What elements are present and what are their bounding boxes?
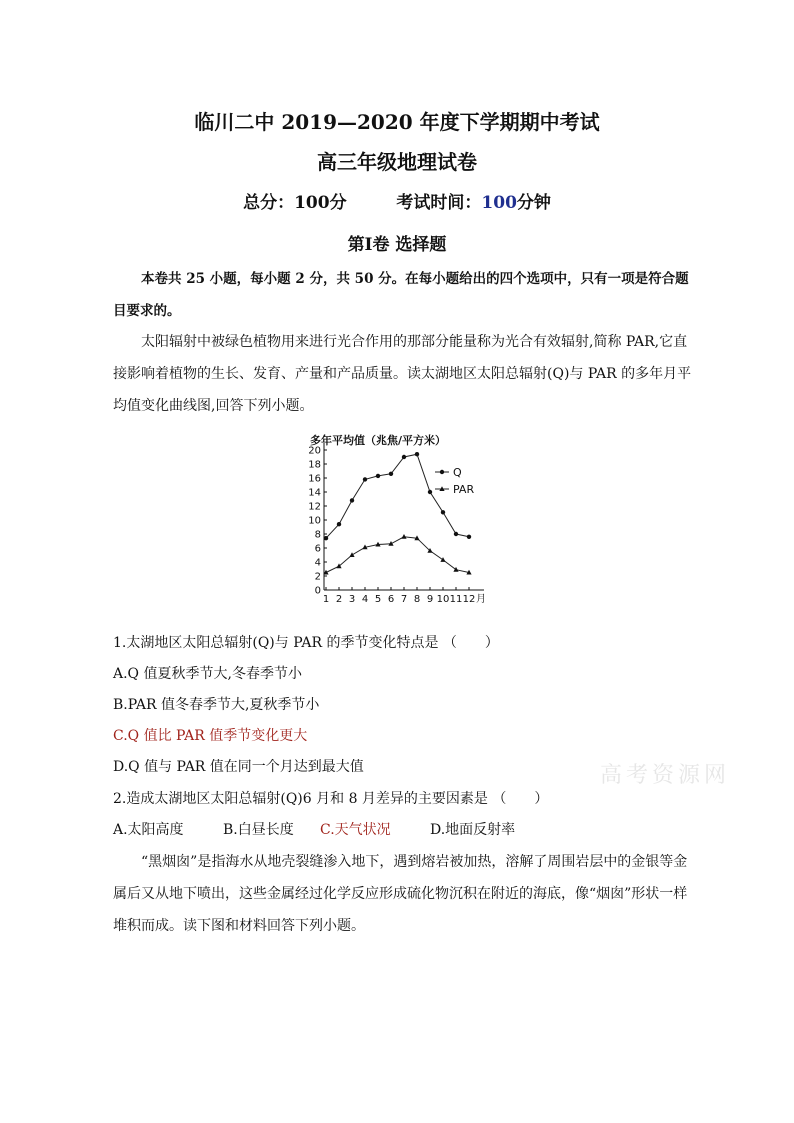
point-par bbox=[401, 534, 406, 539]
point-q bbox=[350, 498, 354, 502]
question-2-stem: 2.造成太湖地区太阳总辐射(Q)6 月和 8 月差异的主要因素是 （ ） bbox=[113, 791, 549, 807]
y-tick-label: 16 bbox=[308, 473, 321, 485]
y-tick-label: 8 bbox=[314, 529, 321, 541]
question-2-options bbox=[113, 817, 515, 843]
point-q bbox=[389, 472, 393, 476]
score-unit: 分 bbox=[329, 193, 347, 213]
section-instructions: 本卷共 25 小题，每小题 2 分，共 50 分。在每小题给出的四个选项中，只有一项是符合题目要求的。 bbox=[113, 271, 689, 319]
legend-label-par: PAR bbox=[453, 483, 475, 496]
series-line-q bbox=[326, 454, 469, 538]
question-1-option-b: B.PAR 值冬春季节大,夏秋季节小 bbox=[113, 697, 320, 713]
x-tick-label: 4 bbox=[361, 594, 369, 605]
x-tick-label: 6 bbox=[387, 594, 395, 605]
legend-label-q: Q bbox=[453, 466, 462, 479]
x-tick-label: 10 bbox=[436, 594, 450, 605]
point-q bbox=[402, 455, 406, 459]
series-line-par bbox=[326, 537, 469, 573]
x-tick-label: 3 bbox=[348, 594, 356, 605]
point-q bbox=[415, 452, 419, 456]
point-q bbox=[324, 536, 328, 540]
point-par bbox=[349, 552, 354, 557]
question-2-option-c: C.天气状况 bbox=[320, 822, 391, 838]
x-tick-label: 7 bbox=[400, 594, 408, 605]
point-q bbox=[428, 490, 432, 494]
x-tick-label: 1 bbox=[322, 594, 330, 605]
question-2-option-a: A.太阳高度 bbox=[113, 822, 184, 838]
x-tick-label: 11 bbox=[449, 594, 463, 605]
score-label: 总分： bbox=[243, 193, 295, 213]
point-q bbox=[337, 522, 341, 526]
point-par bbox=[453, 567, 458, 572]
chart-title: 多年平均值（兆焦/平方米） bbox=[310, 434, 447, 447]
question-1-option-c: C.Q 值比 PAR 值季节变化更大 bbox=[113, 728, 308, 744]
passage-2: “黑烟囱”是指海水从地壳裂缝渗入地下，遇到熔岩被加热，溶解了周围岩层中的金银等金属后又从地下喷出，这些金属经过化学反应形成硫化物沉积在附近的海底，像“烟囱”形状一样堆积而成。读下图和材料回答下列小题。 bbox=[113, 854, 688, 934]
question-2-option-b: B.白昼长度 bbox=[223, 822, 294, 838]
time-value: 100 bbox=[481, 193, 517, 213]
passage-1: 太阳辐射中被绿色植物用来进行光合作用的那部分能量称为光合有效辐射,简称 PAR,它直接影响着植物的生长、发育、产量和产品质量。读太湖地区太阳总辐射(Q)与 PAR 的多年月平均值变化曲线图,回答下列小题。 bbox=[113, 334, 692, 414]
radiation-chart bbox=[300, 430, 500, 615]
y-tick-label: 10 bbox=[308, 515, 321, 527]
question-1-option-a: A.Q 值夏秋季节大,冬春季节小 bbox=[113, 666, 302, 682]
question-1-option-d: D.Q 值与 PAR 值在同一个月达到最大值 bbox=[113, 759, 364, 775]
y-tick-label: 14 bbox=[308, 487, 321, 499]
time-label: 考试时间： bbox=[396, 193, 482, 213]
y-tick-label: 0 bbox=[314, 585, 321, 597]
x-tick-label: 8 bbox=[413, 594, 421, 605]
watermark: 高考资源网 bbox=[600, 763, 731, 788]
y-tick-label: 12 bbox=[308, 501, 321, 513]
x-tick-label: 9 bbox=[426, 594, 434, 605]
point-q bbox=[467, 535, 471, 539]
question-1-stem: 1.太湖地区太阳总辐射(Q)与 PAR 的季节变化特点是 （ ） bbox=[113, 635, 499, 651]
exam-subtitle: 高三年级地理试卷 bbox=[317, 150, 477, 174]
x-unit-label: 月 bbox=[476, 594, 486, 605]
y-tick-label: 4 bbox=[314, 557, 321, 569]
score-value: 100 bbox=[294, 193, 330, 213]
x-tick-label: 12 bbox=[462, 594, 476, 605]
y-tick-label: 2 bbox=[314, 571, 321, 583]
point-par bbox=[440, 557, 445, 562]
point-q bbox=[441, 510, 445, 514]
x-tick-label: 2 bbox=[335, 594, 343, 605]
point-q bbox=[454, 532, 458, 536]
question-2-option-d: D.地面反射率 bbox=[430, 822, 516, 838]
y-tick-label: 18 bbox=[308, 459, 321, 471]
exam-meta bbox=[0, 188, 794, 213]
time-unit: 分钟 bbox=[516, 193, 551, 213]
point-q bbox=[376, 474, 380, 478]
y-tick-label: 6 bbox=[314, 543, 321, 555]
section-title: 第Ⅰ卷 选择题 bbox=[347, 235, 447, 255]
legend-marker-q bbox=[440, 470, 444, 474]
x-tick-label: 5 bbox=[374, 594, 382, 605]
exam-title: 临川二中 2019—2020 年度下学期期中考试 bbox=[194, 110, 600, 134]
point-q bbox=[363, 477, 367, 481]
y-tick-label: 20 bbox=[308, 445, 321, 457]
